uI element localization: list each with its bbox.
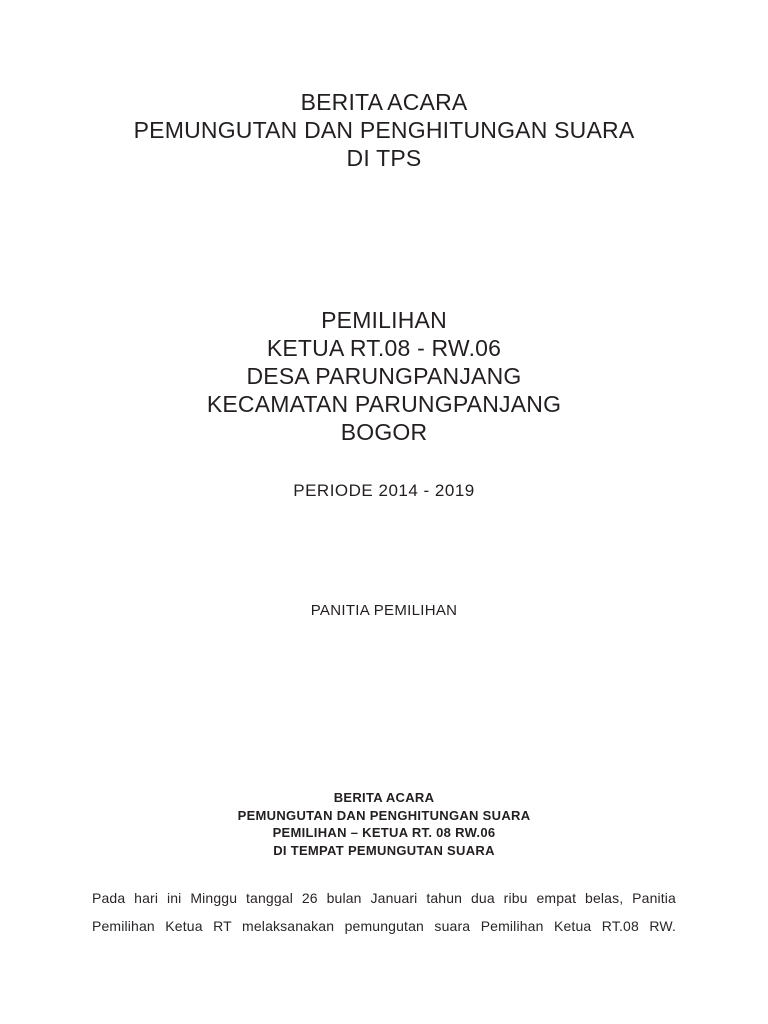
minutes-heading-line: PEMILIHAN – KETUA RT. 08 RW.06	[272, 825, 496, 840]
title-line: PEMUNGUTAN DAN PENGHITUNGAN SUARA	[133, 117, 635, 143]
committee-label: PANITIA PEMILIHAN	[310, 602, 458, 619]
title-line: DI TPS	[346, 145, 422, 171]
period-label: PERIODE 2014 - 2019	[293, 481, 475, 500]
minutes-heading-line: BERITA ACARA	[333, 790, 435, 805]
election-line: KETUA RT.08 - RW.06	[266, 335, 502, 361]
minutes-heading-line: DI TEMPAT PEMUNGUTAN SUARA	[273, 842, 495, 858]
document-title	[0, 88, 768, 172]
election-line: PEMILIHAN	[321, 307, 447, 333]
body-paragraph	[92, 884, 676, 940]
paragraph-line: Pemilihan Ketua RT melaksanakan pemungutan suara Pemilihan Ketua RT.08 RW.	[92, 918, 676, 934]
election-heading	[0, 306, 768, 446]
minutes-heading	[0, 789, 768, 859]
paragraph-line: Pada hari ini Minggu tanggal 26 bulan Januari tahun dua ribu empat belas, Panitia	[92, 890, 676, 906]
election-line: DESA PARUNGPANJANG	[246, 363, 522, 389]
minutes-heading-line: PEMUNGUTAN DAN PENGHITUNGAN SUARA	[237, 807, 531, 823]
election-line: BOGOR	[340, 419, 428, 445]
election-line: KECAMATAN PARUNGPANJANG	[206, 391, 562, 417]
title-line: BERITA ACARA	[300, 89, 468, 115]
